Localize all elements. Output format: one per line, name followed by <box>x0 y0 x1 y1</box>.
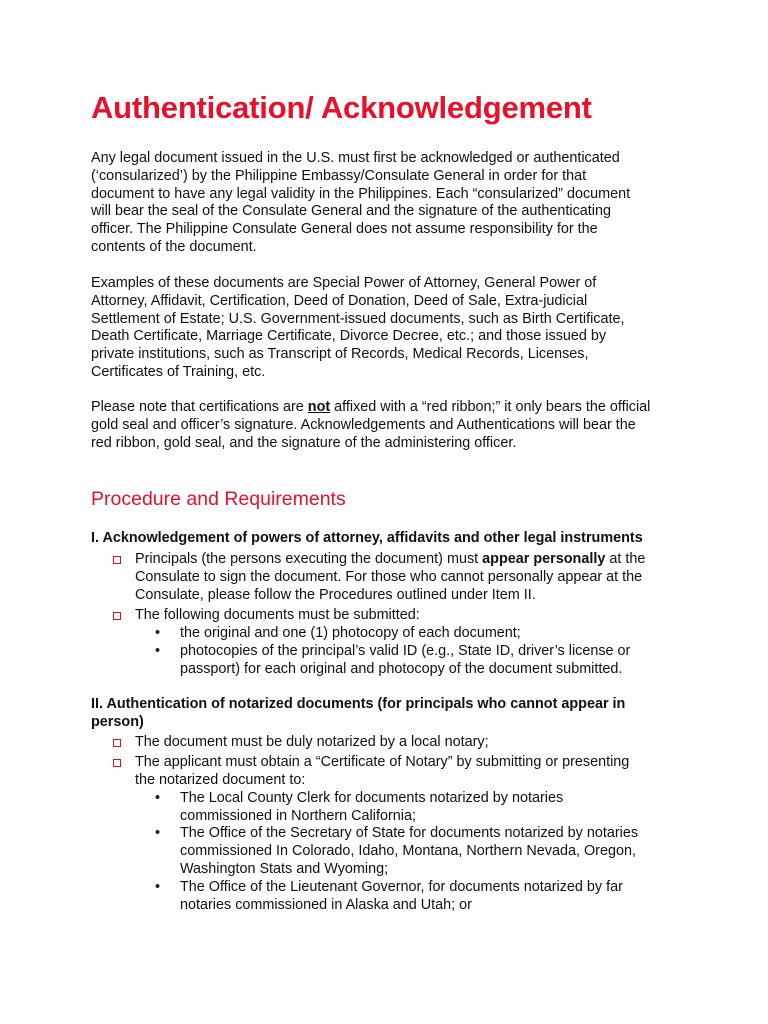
examples-line: private institutions, such as Transcript of Records, Medical Records, Licenses, <box>91 346 589 363</box>
intro-line: (‘consularized’) by the Philippine Embassy/Consulate General in order for that <box>91 167 587 184</box>
note-text: Please note that certifications are <box>91 399 308 415</box>
bullet-dot-icon: • <box>155 790 161 806</box>
sub-item-text <box>180 790 700 826</box>
list-item-text <box>135 551 695 604</box>
item-line: The following documents must be submitted: <box>135 607 420 623</box>
note-line: red ribbon, gold seal, and the signature of the administering officer. <box>91 434 517 451</box>
examples-line: Attorney, Affidavit, Certification, Deed of Donation, Deed of Sale, Extra-judicial <box>91 292 588 309</box>
examples-line: Examples of these documents are Special Power of Attorney, General Power of <box>91 275 597 291</box>
sub-item-text <box>180 643 700 679</box>
sub-item-line: passport) for each original and photocopy of the document submitted. <box>180 660 623 677</box>
intro-line: document to have any legal validity in the Philippines. Each “consularized” document <box>91 185 631 202</box>
checkbox-bullet-icon <box>113 612 121 620</box>
item-line: Consulate to sign the document. For those who cannot personally appear at the <box>135 568 643 585</box>
sub-item-text <box>180 825 700 878</box>
examples-line: Certificates of Training, etc. <box>91 363 266 380</box>
intro-line: contents of the document. <box>91 238 257 255</box>
sub-item-line: Washington Stats and Wyoming; <box>180 860 389 877</box>
procedure-heading: Procedure and Requirements <box>91 488 346 510</box>
item-emphasis: appear personally <box>482 551 606 567</box>
sub-item-text <box>180 879 700 915</box>
intro-line: officer. The Philippine Consulate General does not assume responsibility for the <box>91 221 598 238</box>
item-text: at the <box>605 551 646 567</box>
bullet-dot-icon: • <box>155 643 161 659</box>
examples-paragraph <box>91 275 691 382</box>
checkbox-bullet-icon <box>113 739 121 747</box>
checkbox-bullet-icon <box>113 556 121 564</box>
note-line <box>91 399 691 417</box>
section-2-heading <box>91 696 691 732</box>
sub-item-line: The Local County Clerk for documents notarized by notaries <box>180 790 564 806</box>
item-line: the notarized document to: <box>135 771 306 788</box>
item-text: Principals (the persons executing the document) must <box>135 551 483 567</box>
list-item-text <box>135 754 695 790</box>
sub-item-line: notaries commissioned in Alaska and Utah; or <box>180 896 472 913</box>
page-title: Authentication/ Acknowledgement <box>91 90 592 125</box>
examples-line: Death Certificate, Marriage Certificate, Divorce Decree, etc.; and those issued by <box>91 328 607 345</box>
sub-item-text <box>180 625 700 643</box>
sub-item-line: The Office of the Secretary of State for documents notarized by notaries <box>180 825 639 841</box>
bullet-dot-icon: • <box>155 825 161 841</box>
sub-item-line: the original and one (1) photocopy of each document; <box>180 625 521 641</box>
list-item-text <box>135 734 695 752</box>
section-1-heading: I. Acknowledgement of powers of attorney, affidavits and other legal instruments <box>91 530 643 546</box>
item-line: The document must be duly notarized by a local notary; <box>135 734 489 750</box>
item-line <box>135 551 695 569</box>
list-item-text <box>135 607 695 625</box>
intro-paragraph <box>91 150 691 257</box>
checkbox-bullet-icon <box>113 759 121 767</box>
examples-line: Settlement of Estate; U.S. Government-issued documents, such as Birth Certificate, <box>91 310 625 327</box>
item-line: Consulate, please follow the Procedures outlined under Item II. <box>135 586 536 603</box>
heading-line: II. Authentication of notarized documents (for principals who cannot appear in <box>91 696 626 712</box>
sub-item-line: commissioned In Colorado, Idaho, Montana, Northern Nevada, Oregon, <box>180 842 636 859</box>
intro-line: Any legal document issued in the U.S. must first be acknowledged or authenticated <box>91 150 620 166</box>
note-line: gold seal and officer’s signature. Acknowledgements and Authentications will bear the <box>91 416 636 433</box>
note-emphasis: not <box>307 399 331 415</box>
bullet-dot-icon: • <box>155 879 161 895</box>
intro-line: will bear the seal of the Consulate General and the signature of the authenticating <box>91 203 612 220</box>
note-text: affixed with a “red ribbon;” it only bears the official <box>330 399 651 415</box>
sub-item-line: photocopies of the principal’s valid ID (e.g., State ID, driver’s license or <box>180 643 631 659</box>
item-line: The applicant must obtain a “Certificate of Notary” by submitting or presenting <box>135 754 630 770</box>
note-paragraph <box>91 399 691 452</box>
sub-item-line: commissioned in Northern California; <box>180 807 416 824</box>
sub-item-line: The Office of the Lieutenant Governor, for documents notarized by far <box>180 879 623 895</box>
bullet-dot-icon: • <box>155 625 161 641</box>
heading-line: person) <box>91 713 144 730</box>
